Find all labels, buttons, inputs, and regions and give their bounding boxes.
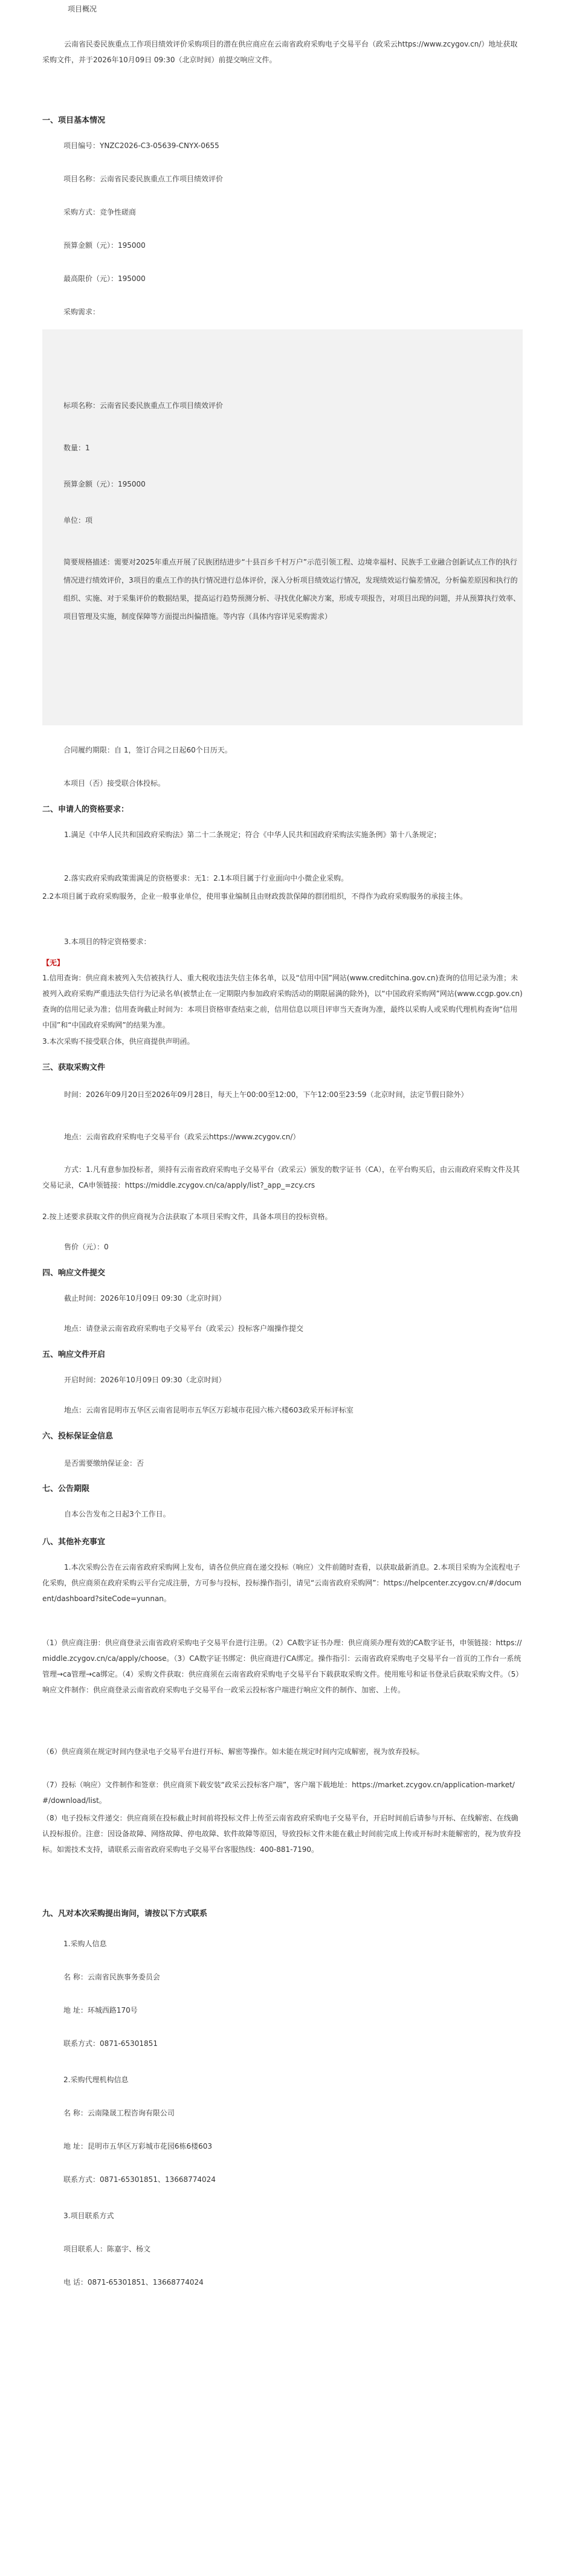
demand-label: 采购需求： — [63, 308, 100, 316]
obtain-time: 时间：2026年09月20日至2026年09月28日，每天上午00:00至12:00，下午12:00至23:59（北京时间，法定节假日除外） — [64, 1090, 468, 1099]
joint-bid: 本项目（否）接受联合体投标。 — [63, 779, 166, 788]
section6-heading: 六、投标保证金信息 — [42, 1432, 114, 1441]
agent-address: 地 址：昆明市五华区万彩城市花园6栋6楼603 — [63, 2142, 212, 2150]
joint-note: 3.本次采购不接受联合体，供应商提供声明函。 — [42, 1037, 195, 1046]
purchaser-address: 地 址：环城西路170号 — [63, 2006, 138, 2015]
supplement-2: （1）供应商注册：供应商登录云南省政府采购电子交易平台进行注册。（2）CA数字证书办理：供应商须办理有效的CA数字证书，申领链接：https://middle.zcygov.cn/ca/apply/choose。（3）CA数字证书绑定：供应商进行CA绑定。操作指引：云南省政府采购电子交易平台一首页的工作台一系统管理→ca管理→ca绑定。（4）采购文件获取：供应商须在云南省政府采购电子交易平台下载获取采购文件。使用账号和证书登录后获取采购文件。（5）响应文件制作：供应商登录云南省政府采购电子交易平台一政采云投标客户端进行响应文件的制作、加密、上传。 — [42, 1639, 522, 1694]
requirement-1: 1.满足《中华人民共和国政府采购法》第二十二条规定；符合《中华人民共和国政府采购法实施条例》第十八条规定； — [64, 830, 441, 839]
obtain-mode: 方式：1.凡有意参加投标者，须持有云南省政府采购电子交易平台（政采云）颁发的数字证书（CA），在平台购买后，由云南政府采购文件及其交易记录，CA申领链接：https://middle.zcygov.cn/ca/apply/list?_app_=zcy.crs — [42, 1165, 520, 1189]
submission-deadline: 截止时间：2026年10月09日 09:30（北京时间） — [64, 1294, 226, 1303]
overview-title: 项目概况 — [68, 5, 97, 13]
document-price: 售价（元）：0 — [64, 1243, 109, 1251]
section1-heading: 一、项目基本情况 — [42, 116, 106, 125]
section2-heading: 二、申请人的资格要求： — [42, 805, 129, 814]
submission-place: 地点：请登录云南省政府采购电子交易平台（政采云）投标客户端操作提交 — [64, 1324, 304, 1333]
item-quantity: 数量：1 — [63, 444, 90, 452]
item-unit: 单位：项 — [63, 516, 93, 525]
agent-phone: 联系方式：0871-65301851、13668774024 — [63, 2175, 216, 2184]
purchaser-name: 名 称：云南省民族事务委员会 — [63, 1973, 160, 1981]
agent-name: 名 称：云南隆晟工程咨询有限公司 — [63, 2109, 175, 2117]
note-label: 【无】 — [42, 959, 65, 967]
overview-text: 云南省民委民族重点工作项目绩效评价采购项目的潜在供应商应在云南省政府采购电子交易平台（政采云https://www.zcygov.cn/）地址获取采购文件，并于2026年10月09日 09:30（北京时间）前提交响应文件。 — [42, 40, 518, 64]
max-price: 最高限价（元）：195000 — [63, 274, 146, 283]
agent-heading: 2.采购代理机构信息 — [63, 2076, 129, 2084]
contact-heading: 3.项目联系方式 — [63, 2212, 114, 2220]
item-budget: 预算金额（元）：195000 — [63, 480, 146, 488]
contract-period: 合同履约期限：自 1，签订合同之日起60个日历天。 — [63, 746, 232, 754]
section8-heading: 八、其他补充事宜 — [42, 1538, 106, 1547]
item-name: 标项名称：云南省民委民族重点工作项目绩效评价 — [63, 401, 224, 410]
purchaser-phone: 联系方式：0871-65301851 — [63, 2039, 158, 2048]
section3-heading: 三、获取采购文件 — [42, 1063, 106, 1072]
demand-box — [42, 329, 523, 725]
opening-place: 地点：云南省昆明市五华区云南省昆明市五华区万彩城市花园六栋六楼603政采开标评标室 — [64, 1406, 354, 1414]
opening-time: 开启时间：2026年10月09日 09:30（北京时间） — [64, 1376, 226, 1384]
requirement-2b: 2.2本项目属于政府采购服务，企业一般事业单位，使用事业编制且由财政拨款保障的群团组织，不得作为政府采购服务的承接主体。 — [42, 892, 468, 901]
section9-heading: 九、凡对本次采购提出询问，请按以下方式联系 — [42, 1909, 208, 1918]
requirement-3: 3.本项目的特定资格要求： — [64, 937, 151, 946]
supplement-1: 1.本次采购公告在云南省政府采购网上发布，请各位供应商在递交投标（响应）文件前随时查看，以获取最新消息。2.本项目采购为全流程电子化采购，供应商须在政府采购云平台完成注册，方可参与投标，投标操作指引，请见“云南省政府采购网”：https://helpcenter.zcygov.cn/#/document/dashboard?siteCode=yunnan。 — [42, 1563, 521, 1603]
contact-phone: 电 话：0871-65301851、13668774024 — [63, 2278, 204, 2286]
obtain-place: 地点：云南省政府采购电子交易平台（政采云https://www.zcygov.cn/） — [64, 1133, 300, 1141]
item-brief: 简要规格描述：需要对2025年重点开展了民族团结进步“十县百乡千村万户”示范引领工程、边境幸福村、民族手工业融合创新试点工作的执行情况进行绩效评价，3项目的重点工作的执行情况进行总体评价，深入分析项目绩效运行情况，发现绩效运行偏差情况，分析偏差原因和执行的组织、实施、对于采集评价的数据结果，提高运行趋势预测分析、寻找优化解决方案，形成专项报告，对项目出现的问题，并从预算执行效率、项目管理及实施，制度保障等方面提出纠偏措施。等内容（具体内容详见采购需求） — [63, 558, 521, 621]
notice-period: 自本公告发布之日起3个工作日。 — [64, 1510, 170, 1518]
procurement-method: 采购方式：竞争性磋商 — [63, 208, 137, 216]
section4-heading: 四、响应文件提交 — [42, 1269, 106, 1278]
supplement-3: （6）供应商须在规定时间内登录电子交易平台进行开标、解密等操作。如未能在规定时间内完成解密，视为放弃投标。 — [42, 1747, 424, 1756]
requirement-2: 2.落实政府采购政策需满足的资格要求：无1：2.1本项目属于行业面向中小微企业采购。 — [64, 874, 349, 882]
section5-heading: 五、响应文件开启 — [42, 1350, 106, 1359]
contact-person: 项目联系人：陈嘉宇、杨文 — [63, 2245, 151, 2253]
supplement-5: （8）电子投标文件递交：供应商须在投标截止时间前将投标文件上传至云南省政府采购电子交易平台，开启时间前后请参与开标、在线解密、在线确认投标报价。注意：因设备故障、网络故障、停电故障、软件故障等原因，导致投标文件未能在截止时间前完成上传或开标时未能解密的，视为放弃投标。如需技术支持，请联系云南省政府采购电子交易平台客服热线：400-881-7190。 — [42, 1814, 521, 1854]
budget-amount: 预算金额（元）：195000 — [63, 241, 146, 250]
deposit-info: 是否需要缴纳保证金：否 — [64, 1459, 144, 1468]
supplement-4: （7）投标（响应）文件制作和签章：供应商须下载安装“政采云投标客户端”，客户端下载地址：https://market.zcygov.cn/application-market/#/download/list。 — [42, 1781, 515, 1805]
obtain-mode-2: 2.按上述要求获取文件的供应商视为合法获取了本项目采购文件，具备本项目的投标资格。 — [42, 1212, 332, 1221]
section7-heading: 七、公告期限 — [42, 1484, 90, 1493]
purchaser-heading: 1.采购人信息 — [63, 1940, 107, 1948]
credit-note: 1.信用查询：供应商未被列入失信被执行人、重大税收违法失信主体名单，以及“信用中国”网站(www.creditchina.gov.cn)查询的信用记录为准；未被列入政府采购严重违法失信行为记录名单(被禁止在一定期限内参加政府采购活动的期限届满的除外)，以“中国政府采购网”网站(www.ccgp.gov.cn)查询的信用记录为准；信用查询截止时间为：本项目资格审查结束之前，信用信息以项目评审当天查询为准，最终以采购人或采购代理机构查询“信用中国”和“中国政府采购网”的结果为准。 — [42, 974, 523, 1029]
project-name: 项目名称：云南省民委民族重点工作项目绩效评价 — [63, 175, 224, 183]
project-number: 项目编号：YNZC2026-C3-05639-CNYX-0655 — [63, 141, 219, 150]
